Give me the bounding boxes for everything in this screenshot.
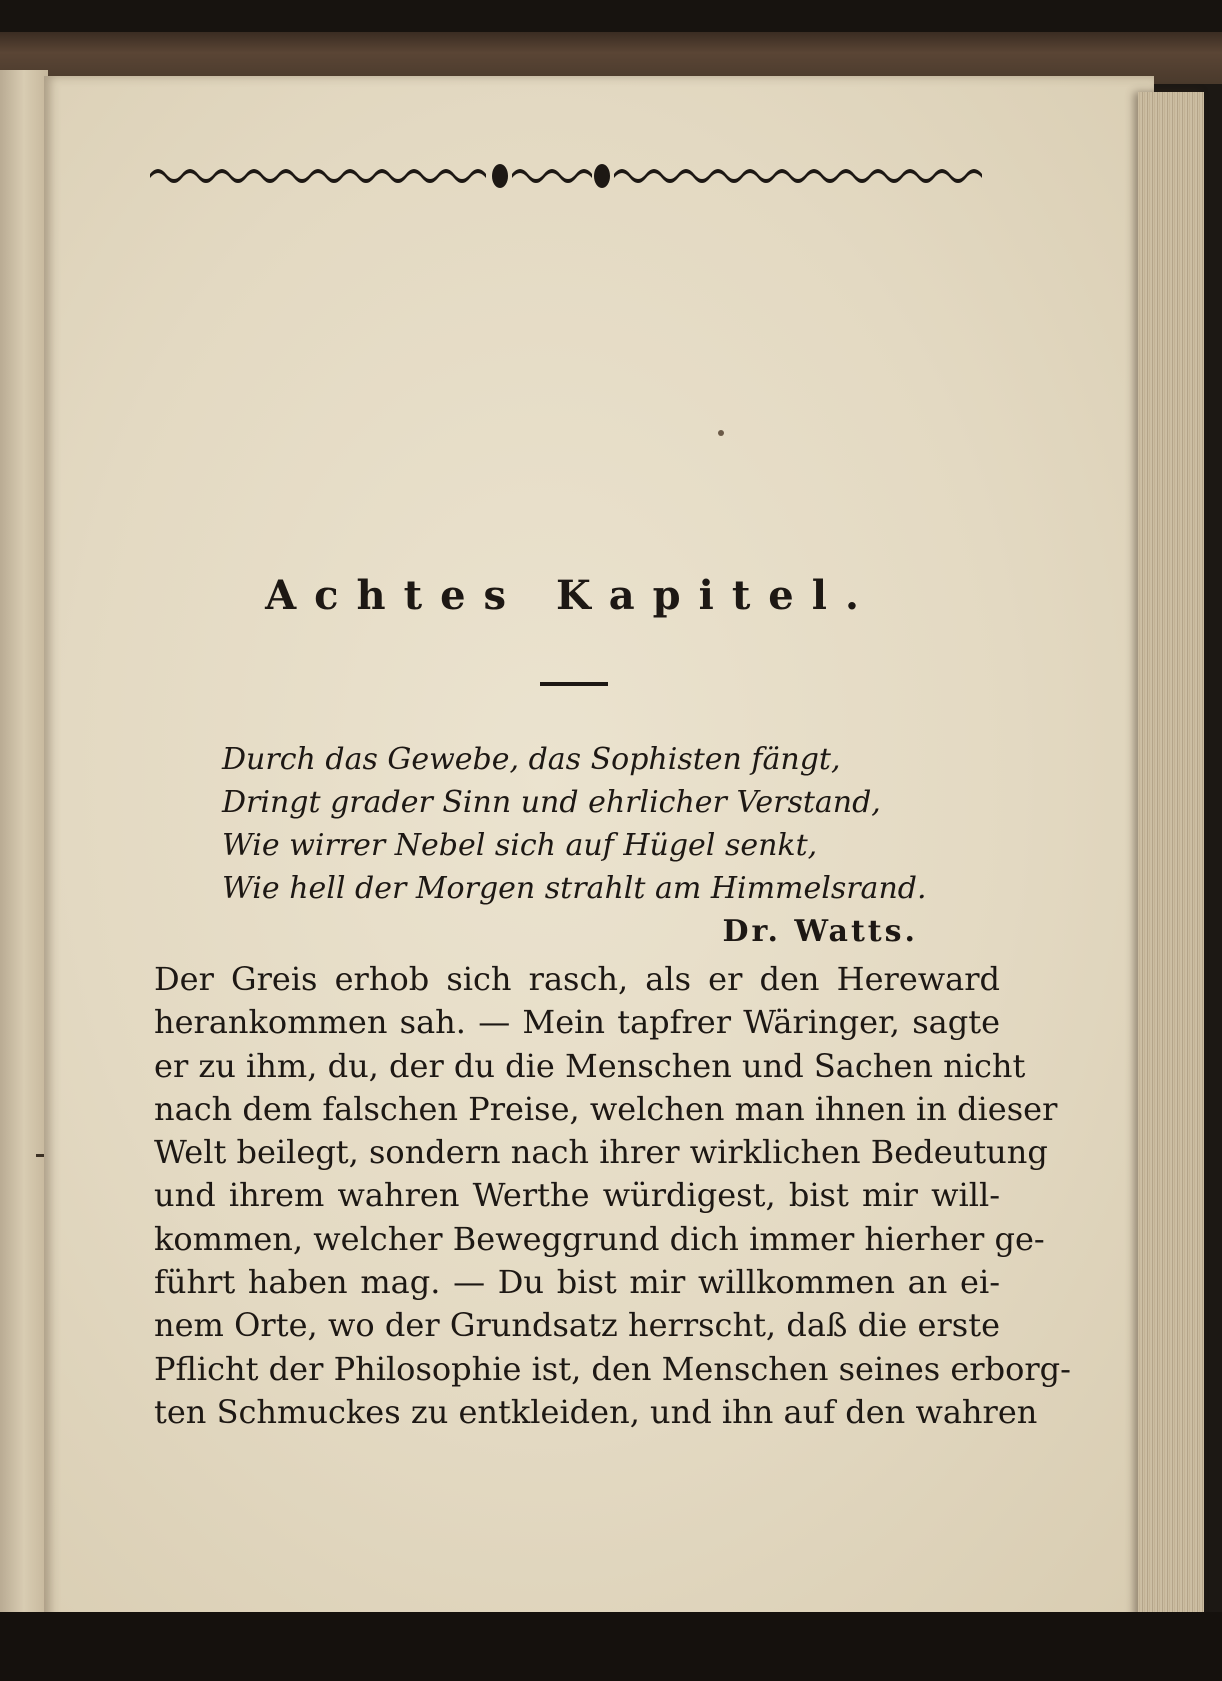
page-edges: [1138, 92, 1204, 1632]
ornament-wave-right: [614, 169, 982, 183]
body-line: führt haben mag. — Du bist mir willkommen an ei-: [154, 1263, 1000, 1302]
title-rule: [540, 682, 608, 686]
body-line: kommen, welcher Beweggrund dich immer hierher ge-: [154, 1219, 1045, 1258]
background-bottom: [0, 1612, 1222, 1681]
body-line: nem Orte, wo der Grundsatz herrscht, daß die erste: [154, 1306, 1000, 1345]
paper-speck: [718, 430, 724, 436]
left-page-gutter: [0, 70, 48, 1630]
body-line: und ihrem wahren Werthe würdigest, bist mir will-: [154, 1176, 1000, 1215]
epigraph-line: Durch das Gewebe, das Sophisten fängt,: [222, 742, 841, 777]
body-line: Der Greis erhob sich rasch, als er den Hereward: [154, 960, 1000, 998]
epigraph: [222, 738, 942, 953]
body-paragraph: [154, 958, 1071, 1434]
epigraph-line: Wie wirrer Nebel sich auf Hügel senkt,: [222, 828, 818, 863]
margin-mark: [36, 1154, 44, 1157]
epigraph-line: Wie hell der Morgen strahlt am Himmelsrand.: [222, 871, 927, 906]
chapter-title: Achtes Kapitel.: [265, 572, 877, 619]
body-line: ten Schmuckes zu entkleiden, und ihn auf den wahren: [154, 1392, 1038, 1431]
ornament-wave-left: [150, 169, 486, 183]
body-line: herankommen sah. — Mein tapfrer Wäringer, sagte: [154, 1003, 1000, 1042]
body-line: Pflicht der Philosophie ist, den Menschen seines erborg-: [154, 1349, 1071, 1388]
ornament-knot-right: [594, 164, 610, 188]
epigraph-line: Dringt grader Sinn und ehrlicher Verstand,: [222, 785, 881, 820]
body-line: er zu ihm, du, der du die Menschen und Sachen nicht: [154, 1046, 1026, 1085]
epigraph-author: Dr. Watts.: [722, 914, 918, 949]
ornament-wave-middle: [512, 169, 592, 183]
ornament-border: [150, 154, 992, 194]
body-line: nach dem falschen Preise, welchen man ihnen in dieser: [154, 1089, 1058, 1128]
ornament-knot-left: [492, 164, 508, 188]
body-line: Welt beilegt, sondern nach ihrer wirklichen Bedeutung: [154, 1133, 1048, 1172]
